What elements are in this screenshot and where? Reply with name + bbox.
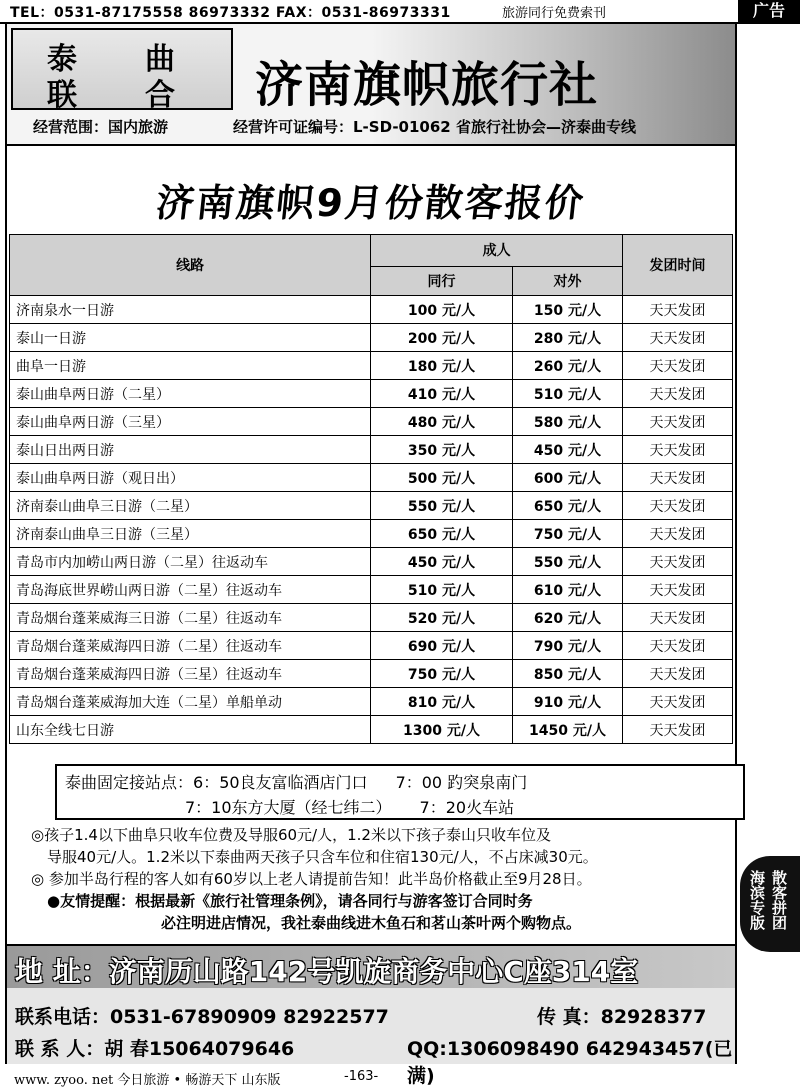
peer-price-cell: 690 元/人 [371,632,513,660]
peer-price-cell: 200 元/人 [371,324,513,352]
peer-price-cell: 810 元/人 [371,688,513,716]
peer-price-cell: 100 元/人 [371,296,513,324]
peer-price-cell: 500 元/人 [371,464,513,492]
departure-cell: 天天发团 [623,324,733,352]
qq-numbers: QQ:1306098490 642943457(已满) [407,1038,733,1087]
side-tab [740,856,800,952]
stations-label: 泰曲固定接站点： [65,773,194,792]
ad-badge: 广告 [738,0,800,22]
station-2: 7：00 趵突泉南门 [395,773,528,792]
price-row [10,660,733,688]
departure-cell: 天天发团 [623,548,733,576]
price-row [10,464,733,492]
address-band [7,946,735,988]
pickup-stations [55,764,745,820]
peer-price-cell: 510 元/人 [371,576,513,604]
header-departure: 发团时间 [623,235,733,296]
address: 地 址：济南历山路142号凯旋商务中心C座314室 [15,955,639,988]
public-price-cell: 610 元/人 [512,576,622,604]
agency-name: 济南旗帜旅行社 [255,57,599,113]
route-cell: 济南泰山曲阜三日游（二星） [10,492,371,520]
license-number: 经营许可证编号：L-SD-01062 省旅行社协会—济泰曲专线 [233,118,636,136]
peer-price-cell: 1300 元/人 [371,716,513,744]
public-price-cell: 550 元/人 [512,548,622,576]
route-cell: 山东全线七日游 [10,716,371,744]
note-child-2: 导服40元/人。1.2米以下泰曲两天孩子只含车位和住宿130元/人，不占床减30元。 [47,848,598,866]
peer-price-cell: 480 元/人 [371,408,513,436]
peer-price-cell: 520 元/人 [371,604,513,632]
route-cell: 青岛烟台蓬莱威海四日游（二星）往返动车 [10,632,371,660]
header-route: 线路 [10,235,371,296]
station-3: 7：10东方大厦（经七纬二） [185,798,392,817]
departure-cell: 天天发团 [623,632,733,660]
public-price-cell: 1450 元/人 [512,716,622,744]
logo-char-4: 合 [145,78,175,113]
route-cell: 泰山曲阜两日游（二星） [10,380,371,408]
agency-header [7,24,735,146]
peer-price-cell: 350 元/人 [371,436,513,464]
price-rows [10,296,733,744]
note-elderly: ◎ 参加半岛行程的客人如有60岁以上老人请提前告知！此半岛价格截止至9月28日。 [31,870,592,888]
peer-price-cell: 650 元/人 [371,520,513,548]
departure-cell: 天天发团 [623,688,733,716]
public-price-cell: 790 元/人 [512,632,622,660]
peer-price-cell: 410 元/人 [371,380,513,408]
note-child-1: ◎孩子1.4以下曲阜只收车位费及导服60元/人，1.2米以下孩子泰山只收车位及 [31,826,551,844]
business-scope: 经营范围：国内旅游 [33,118,169,136]
header-peer: 同行 [371,266,513,295]
station-1: 6：50良友富临酒店门口 [193,773,368,792]
top-contact: TEL：0531-87175558 86973332 FAX：0531-86973331 [10,5,451,21]
public-price-cell: 450 元/人 [512,436,622,464]
route-cell: 济南泉水一日游 [10,296,371,324]
price-row [10,520,733,548]
route-cell: 青岛海底世界崂山两日游（二星）往返动车 [10,576,371,604]
departure-cell: 天天发团 [623,464,733,492]
top-bar [0,0,800,24]
fax: 传 真：82928377 [537,1006,707,1028]
logo-char-3: 联 [47,78,77,113]
public-price-cell: 260 元/人 [512,352,622,380]
route-cell: 青岛市内加崂山两日游（二星）往返动车 [10,548,371,576]
public-price-cell: 910 元/人 [512,688,622,716]
public-price-cell: 510 元/人 [512,380,622,408]
public-price-cell: 650 元/人 [512,492,622,520]
route-cell: 泰山曲阜两日游（观日出） [10,464,371,492]
route-cell: 泰山日出两日游 [10,436,371,464]
price-row [10,716,733,744]
header-public: 对外 [512,266,622,295]
public-price-cell: 580 元/人 [512,408,622,436]
route-cell: 泰山曲阜两日游（三星） [10,408,371,436]
departure-cell: 天天发团 [623,352,733,380]
public-price-cell: 150 元/人 [512,296,622,324]
price-table [9,234,733,744]
contact-person: 联 系 人：胡 春15064079646 [15,1038,295,1060]
note-reminder-2: 必注明进店情况，我社泰曲线进木鱼石和茗山茶叶两个购物点。 [161,914,582,932]
price-row [10,632,733,660]
price-row [10,576,733,604]
bottom-line [0,1067,800,1086]
price-row [10,380,733,408]
price-row [10,548,733,576]
price-row [10,492,733,520]
route-cell: 泰山一日游 [10,324,371,352]
price-row [10,408,733,436]
notes [31,824,598,934]
price-row [10,324,733,352]
route-cell: 曲阜一日游 [10,352,371,380]
peer-price-cell: 550 元/人 [371,492,513,520]
price-row [10,436,733,464]
departure-cell: 天天发团 [623,436,733,464]
departure-cell: 天天发团 [623,520,733,548]
public-price-cell: 850 元/人 [512,660,622,688]
stations-line-1 [65,770,527,793]
departure-cell: 天天发团 [623,716,733,744]
stations-line-2 [185,795,514,818]
public-price-cell: 750 元/人 [512,520,622,548]
departure-cell: 天天发团 [623,604,733,632]
route-cell: 济南泰山曲阜三日游（三星） [10,520,371,548]
route-cell: 青岛烟台蓬莱威海加大连（二星）单船单动 [10,688,371,716]
station-4: 7：20火车站 [419,798,515,817]
side-tab-text-1: 散客拼团 [770,870,788,930]
page-title: 济南旗帜9月份散客报价 [154,181,588,225]
departure-cell: 天天发团 [623,576,733,604]
price-row [10,296,733,324]
route-cell: 青岛烟台蓬莱威海三日游（二星）往返动车 [10,604,371,632]
public-price-cell: 620 元/人 [512,604,622,632]
side-tab-text-2: 海滨专版 [748,870,766,930]
logo-char-2: 曲 [145,42,175,77]
departure-cell: 天天发团 [623,380,733,408]
top-free-label: 旅游同行免费索刊 [502,6,607,21]
departure-cell: 天天发团 [623,296,733,324]
departure-cell: 天天发团 [623,660,733,688]
public-price-cell: 280 元/人 [512,324,622,352]
route-cell: 青岛烟台蓬莱威海四日游（三星）往返动车 [10,660,371,688]
phone: 联系电话：0531-67890909 82922577 [15,1006,389,1028]
price-row [10,688,733,716]
logo-box [11,28,233,113]
price-row [10,352,733,380]
page-number: -163- [344,1069,379,1084]
header-adult: 成人 [371,235,623,267]
peer-price-cell: 180 元/人 [371,352,513,380]
logo-char-1: 泰 [47,42,77,77]
public-price-cell: 600 元/人 [512,464,622,492]
price-row [10,604,733,632]
departure-cell: 天天发团 [623,492,733,520]
departure-cell: 天天发团 [623,408,733,436]
peer-price-cell: 750 元/人 [371,660,513,688]
site-credit: www. zyoo. net 今日旅游 • 畅游天下 山东版 [14,1073,281,1088]
note-reminder-1: ●友情提醒：根据最新《旅行社管理条例》，请各同行与游客签订合同时务 [47,892,533,910]
peer-price-cell: 450 元/人 [371,548,513,576]
